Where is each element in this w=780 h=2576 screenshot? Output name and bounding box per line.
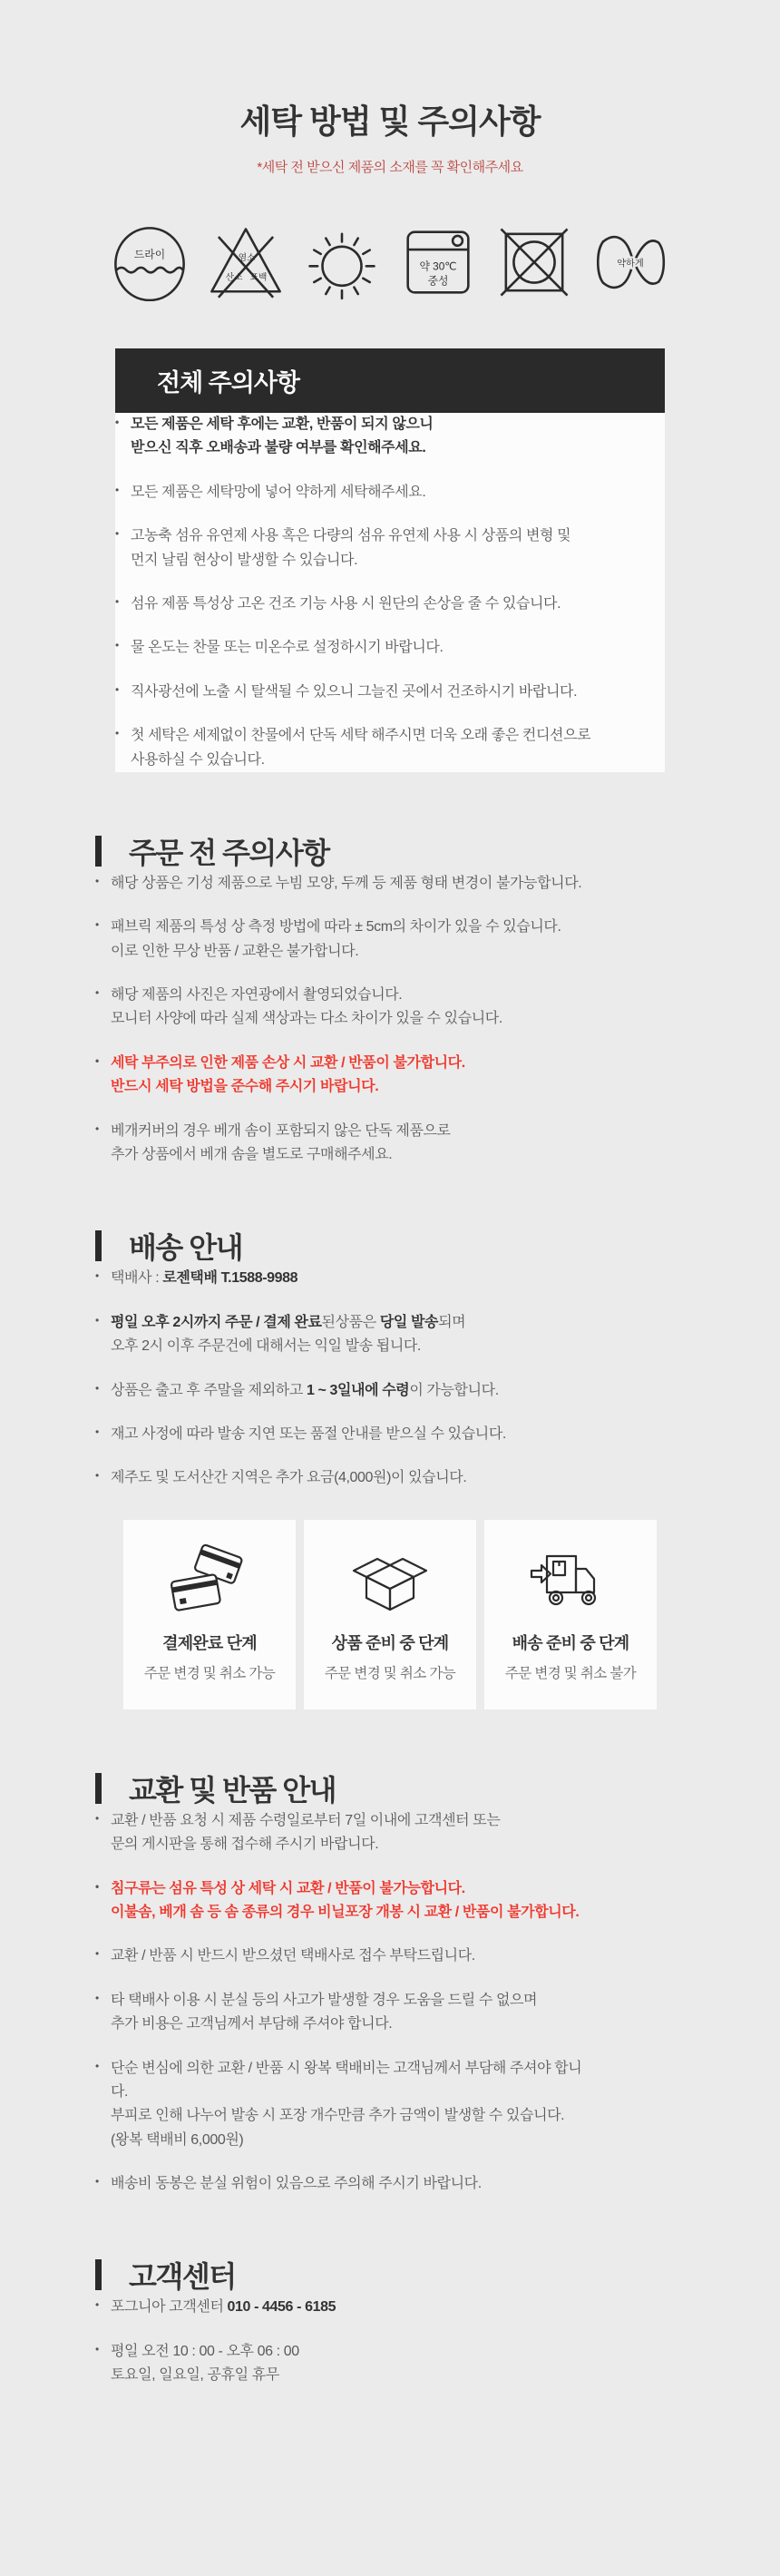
- bullet-text-segment: 모든 제품은 세탁 후에는 교환, 반품이 되지 않으니: [131, 416, 434, 432]
- bullet-text-segment: 재고 사정에 따라 발송 지연 또는 품절 안내를 받으실 수 있습니다.: [111, 1425, 506, 1442]
- bullet-item: [95, 1809, 585, 1857]
- step-title: 결제완료 단계: [162, 1633, 257, 1652]
- bullet-text-segment: 모든 제품은 세탁망에 넣어 약하게 세탁해주세요.: [131, 484, 426, 500]
- dry-clean-label: 드라이: [133, 248, 166, 261]
- page-title: 세탁 방법 및 주의사항: [239, 103, 541, 140]
- step-desc: 주문 변경 및 취소 가능: [143, 1665, 276, 1681]
- bullet-text-segment: 침구류는 섬유 특성 상 세탁 시 교환 / 반품이 불가능합니다.: [111, 1880, 465, 1896]
- bullet-item: [95, 2057, 585, 2153]
- bullet-item: [95, 1120, 585, 1168]
- no-bleach-label-right: 표백: [249, 272, 268, 283]
- bullet-item: [95, 2340, 585, 2388]
- bullet-item: [95, 1944, 585, 1968]
- bullet-text-segment: 토요일, 일요일, 공휴일 휴무: [111, 2367, 279, 2384]
- bullet-text-segment: 되며: [438, 1314, 466, 1330]
- pre-order-header: [95, 830, 685, 872]
- machine-wash-label-line2: 중성: [427, 274, 449, 288]
- bullet-text-segment: 문의 게시판을 통해 접수해 주시기 바랍니다.: [111, 1837, 379, 1853]
- bullet-item: [95, 2296, 585, 2319]
- bullet-item: [95, 2172, 585, 2196]
- bullet-text-segment: 배송비 동봉은 분실 위험이 있음으로 주의해 주시기 바랍니다.: [111, 2176, 482, 2192]
- exchange-return-header: [95, 1768, 685, 1809]
- bullet-item: [115, 481, 665, 504]
- customer-center-list: [95, 2296, 585, 2387]
- bullet-text-segment: 먼지 날림 현상이 발생할 수 있습니다.: [131, 552, 358, 568]
- bullet-item: [95, 872, 585, 896]
- step-desc: 주문 변경 및 취소 불가: [504, 1665, 637, 1681]
- bullet-item: [95, 1989, 585, 2037]
- pre-order-section: [95, 830, 685, 1168]
- bullet-item: [115, 724, 665, 772]
- bullet-item: [95, 1423, 585, 1446]
- bullet-text-segment: 모니터 사양에 따라 실제 색상과는 다소 차이가 있을 수 있습니다.: [111, 1011, 502, 1027]
- bullet-item: [115, 593, 665, 616]
- bullet-text-segment: 사용하실 수 있습니다.: [131, 751, 265, 768]
- bullet-item: [95, 1466, 585, 1490]
- bullet-text-segment: 교환 / 반품 시 반드시 받으셨던 택배사로 접수 부탁드립니다.: [111, 1948, 475, 1964]
- delivery-list: [95, 1267, 585, 1490]
- bullet-item: [115, 636, 665, 660]
- bullet-text-segment: 이 가능합니다.: [409, 1382, 499, 1398]
- step-card-product-preparing: [304, 1520, 476, 1709]
- bullet-item: [95, 1379, 585, 1403]
- bullet-text-segment: 베개커버의 경우 베개 솜이 포함되지 않은 단독 제품으로: [111, 1122, 451, 1139]
- no-tumble-dry-icon: [495, 223, 573, 301]
- bullet-item: [95, 984, 585, 1032]
- bullet-item: [95, 1267, 585, 1290]
- customer-center-section: [95, 2254, 685, 2387]
- customer-center-title: 고객센터: [129, 2260, 236, 2294]
- bullet-text-segment: 로젠택배 T.1588-9988: [162, 1270, 298, 1287]
- section-bar: [95, 1773, 102, 1804]
- no-bleach-icon: [207, 223, 285, 301]
- bullet-text-segment: 섬유 제품 특성상 고온 건조 기능 사용 시 원단의 손상을 줄 수 있습니다.: [131, 595, 561, 612]
- bullet-item: [115, 524, 665, 573]
- dry-clean-icon: [111, 223, 189, 301]
- bullet-item: [95, 1877, 585, 1925]
- bullet-text-segment: 반드시 세탁 방법을 준수해 주시기 바랍니다.: [111, 1079, 379, 1095]
- bullet-item: [115, 413, 665, 461]
- care-symbols-row: [0, 223, 780, 301]
- exchange-return-title: 교환 및 반품 안내: [129, 1773, 336, 1807]
- open-box-icon: [345, 1543, 435, 1620]
- step-title: 배송 준비 중 단계: [512, 1633, 629, 1652]
- exchange-return-section: [95, 1768, 685, 2197]
- bullet-text-segment: 이로 인한 무상 반품 / 교환은 불가합니다.: [111, 943, 359, 959]
- step-card-shipping-preparing: [484, 1520, 657, 1709]
- delivery-truck-icon: [525, 1543, 616, 1620]
- pre-order-title: 주문 전 주의사항: [129, 836, 329, 869]
- bullet-text-segment: 고농축 섬유 유연제 사용 혹은 다량의 섬유 유연제 사용 시 상품의 변형 및: [131, 528, 571, 544]
- bullet-text-segment: (왕복 택배비 6,000원): [111, 2131, 244, 2148]
- no-bleach-label-top: 염소: [238, 252, 256, 263]
- section-bar: [95, 2259, 102, 2290]
- bullet-item: [95, 1311, 585, 1359]
- general-precautions-list: [115, 413, 665, 772]
- bullet-text-segment: 받으신 직후 오배송과 불량 여부를 확인해주세요.: [131, 440, 426, 456]
- section-bar: [95, 836, 102, 867]
- bullet-text-segment: 평일 오후 2시까지 주문 / 결제 완료: [111, 1314, 322, 1330]
- bullet-text-segment: 교환 / 반품 요청 시 제품 수령일로부터 7일 이내에 고객센터 또는: [111, 1812, 501, 1828]
- bullet-text-segment: 세탁 부주의로 인한 제품 손상 시 교환 / 반품이 불가합니다.: [111, 1054, 465, 1071]
- bullet-text-segment: 1 ~ 3일내에 수령: [306, 1382, 410, 1398]
- delivery-header: [95, 1225, 685, 1267]
- bullet-item: [115, 681, 665, 704]
- wring-gently-icon: [591, 223, 669, 301]
- bullet-text-segment: 포그니아 고객센터: [111, 2299, 228, 2316]
- bullet-text-segment: 당일 발송: [379, 1314, 439, 1330]
- bullet-text-segment: 010 - 4456 - 6185: [227, 2299, 336, 2316]
- general-precautions-section: [115, 348, 665, 772]
- pre-order-list: [95, 872, 585, 1168]
- delivery-section: [95, 1225, 685, 1709]
- bullet-text-segment: 상품은 출고 후 주말을 제외하고: [111, 1382, 307, 1398]
- order-steps-row: [95, 1520, 685, 1709]
- bullet-text-segment: 추가 상품에서 베개 솜을 별도로 구매해주세요.: [111, 1147, 393, 1163]
- page-subtitle: *세탁 전 받으신 제품의 소재를 꼭 확인해주세요: [257, 160, 523, 175]
- customer-center-header: [95, 2254, 685, 2296]
- bullet-item: [95, 916, 585, 964]
- bullet-text-segment: 물 온도는 찬물 또는 미온수로 설정하시기 바랍니다.: [131, 640, 444, 656]
- section-bar: [95, 1230, 102, 1261]
- bullet-text-segment: 단순 변심에 의한 교환 / 반품 시 왕복 택배비는 고객님께서 부담해 주셔야 합니다.: [111, 2060, 582, 2100]
- step-desc: 주문 변경 및 취소 가능: [324, 1665, 456, 1681]
- machine-wash-30-icon: [399, 223, 477, 301]
- bullet-item: [95, 1052, 585, 1100]
- wring-gently-label: 약하게: [617, 259, 644, 269]
- bullet-text-segment: 택배사 :: [111, 1270, 163, 1287]
- bullet-text-segment: 직사광선에 노출 시 탈색될 수 있으니 그늘진 곳에서 건조하시기 바랍니다.: [131, 683, 578, 700]
- bullet-text-segment: 오후 2시 이후 주문건에 대해서는 익일 발송 됩니다.: [111, 1338, 421, 1355]
- bullet-text-segment: 제주도 및 도서산간 지역은 추가 요금(4,000원)이 있습니다.: [111, 1470, 467, 1486]
- credit-cards-icon: [164, 1543, 255, 1620]
- bullet-text-segment: 이불솜, 베개 솜 등 솜 종류의 경우 비닐포장 개봉 시 교환 / 반품이 불가합니다.: [111, 1904, 580, 1920]
- bullet-text-segment: 해당 제품의 사진은 자연광에서 촬영되었습니다.: [111, 987, 403, 1004]
- bullet-text-segment: 평일 오전 10 : 00 - 오후 06 : 00: [111, 2343, 299, 2359]
- general-precautions-header: 전체 주의사항: [115, 348, 665, 413]
- sun-dry-icon: [303, 223, 381, 301]
- bullet-text-segment: 첫 세탁은 세제없이 찬물에서 단독 세탁 해주시면 더욱 오래 좋은 컨디션으로: [131, 728, 591, 744]
- bullet-text-segment: 해당 상품은 기성 제품으로 누빔 모양, 두께 등 제품 형태 변경이 불가능합니다.: [111, 875, 582, 891]
- exchange-return-list: [95, 1809, 585, 2197]
- page-header: [0, 0, 780, 176]
- bullet-text-segment: 추가 비용은 고객님께서 부담해 주셔야 합니다.: [111, 2016, 393, 2032]
- delivery-title: 배송 안내: [129, 1231, 243, 1265]
- machine-wash-label-line1: 약 30℃: [419, 260, 457, 273]
- step-title: 상품 준비 중 단계: [331, 1633, 449, 1652]
- no-bleach-label-left: 산소: [225, 272, 243, 283]
- bullet-text-segment: 된상품은: [321, 1314, 380, 1330]
- bullet-text-segment: 패브릭 제품의 특성 상 측정 방법에 따라 ± 5cm의 차이가 있을 수 있습니다.: [111, 919, 561, 935]
- bullet-text-segment: 타 택배사 이용 시 분실 등의 사고가 발생할 경우 도움을 드릴 수 없으며: [111, 1992, 538, 2008]
- bullet-text-segment: 부피로 인해 나누어 발송 시 포장 개수만큼 추가 금액이 발생할 수 있습니다.: [111, 2108, 565, 2124]
- step-card-payment-complete: [123, 1520, 296, 1709]
